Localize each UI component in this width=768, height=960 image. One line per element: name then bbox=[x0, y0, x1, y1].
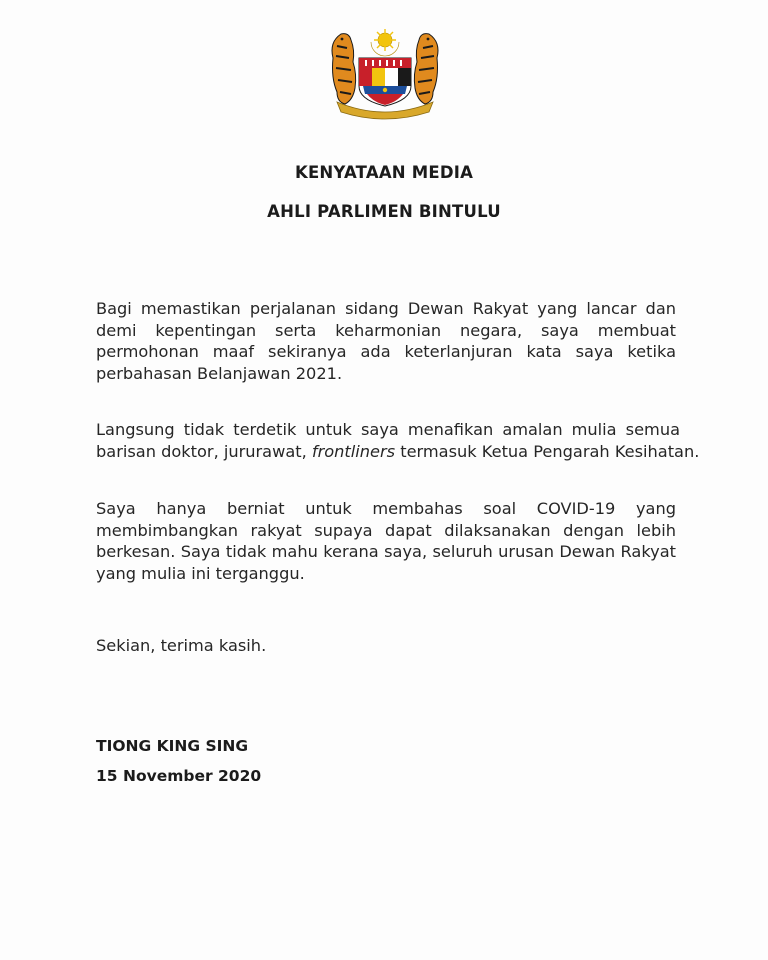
document-subtitle: AHLI PARLIMEN BINTULU bbox=[267, 202, 501, 221]
paragraph-1 bbox=[96, 298, 676, 384]
paragraph-line: Saya hanya berniat untuk membahas soal COVID-19 yang bbox=[96, 499, 676, 518]
document-date: 15 November 2020 bbox=[96, 767, 262, 785]
paragraph-line: Langsung tidak terdetik untuk saya menafikan amalan mulia semua bbox=[96, 420, 680, 439]
signatory-name: TIONG KING SING bbox=[96, 737, 249, 755]
paragraph-line: Bagi memastikan perjalanan sidang Dewan Rakyat yang lancar dan bbox=[96, 299, 676, 318]
italic-term: frontliners bbox=[311, 441, 396, 461]
paragraph-line: yang mulia ini terganggu. bbox=[96, 563, 305, 583]
paragraph-line: perbahasan Belanjawan 2021. bbox=[96, 363, 343, 383]
paragraph-text: barisan doktor, jururawat, bbox=[96, 441, 312, 461]
paragraph-closing bbox=[96, 635, 676, 657]
paragraph-line bbox=[96, 441, 700, 463]
paragraph-line: permohonan maaf sekiranya ada keterlanjuran kata saya ketika bbox=[96, 342, 676, 361]
paragraph-line: Sekian, terima kasih. bbox=[96, 636, 267, 655]
paragraph-text: termasuk Ketua Pengarah Kesihatan. bbox=[395, 441, 700, 461]
paragraph-3 bbox=[96, 498, 676, 584]
coat-of-arms-icon bbox=[327, 28, 443, 122]
paragraph-line: berkesan. Saya tidak mahu kerana saya, seluruh urusan Dewan Rakyat bbox=[96, 542, 676, 561]
paragraph-line: membimbangkan rakyat supaya dapat dilaksanakan dengan lebih bbox=[96, 520, 676, 540]
document-title: KENYATAAN MEDIA bbox=[294, 163, 474, 182]
paragraph-2 bbox=[96, 419, 700, 462]
paragraph-line: demi kepentingan serta keharmonian negara, saya membuat bbox=[96, 320, 676, 340]
